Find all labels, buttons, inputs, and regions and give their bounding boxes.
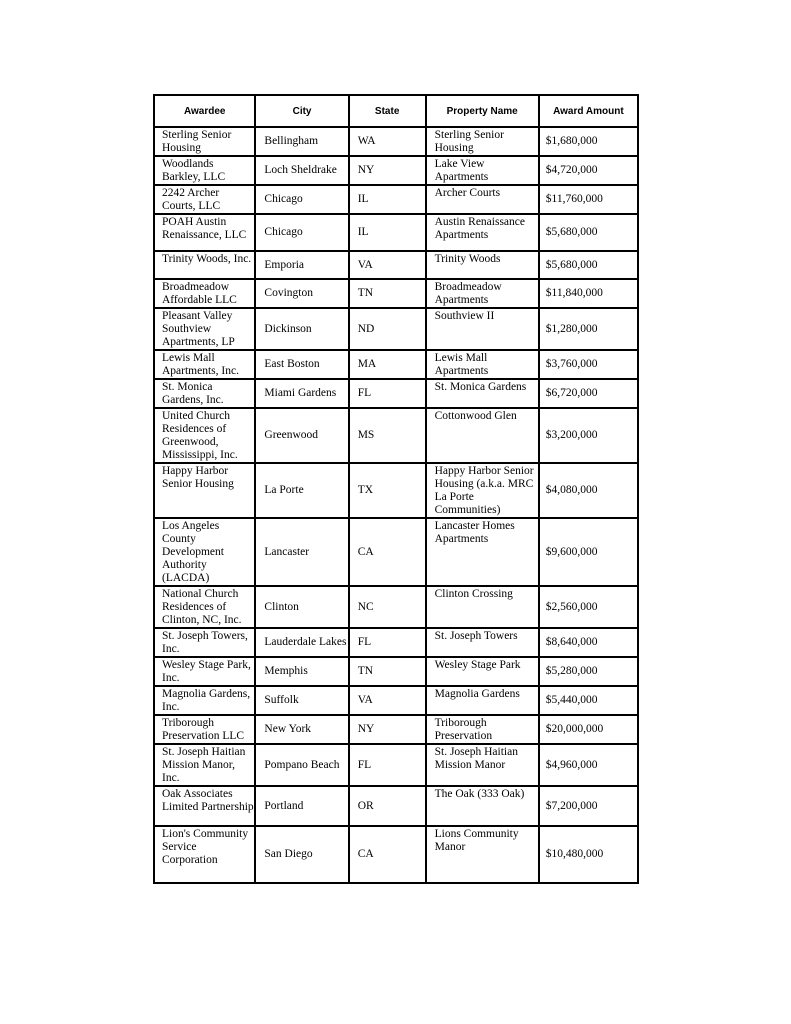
property-name-cell: Triborough Preservation [427,716,540,745]
table-row [155,827,637,882]
state-cell: FL [350,629,427,658]
award-amount-cell: $7,200,000 [540,787,637,827]
awardee-cell: Trinity Woods, Inc. [155,252,256,280]
awardee-cell: Lewis Mall Apartments, Inc. [155,351,256,380]
city-cell: Loch Sheldrake [256,157,349,186]
award-amount-cell: $11,840,000 [540,280,637,309]
award-amount-cell: $2,560,000 [540,587,637,629]
table-row [155,186,637,215]
award-amount-cell: $4,080,000 [540,464,637,519]
award-amount-cell: $4,720,000 [540,157,637,186]
property-name-cell: Happy Harbor Senior Housing (a.k.a. MRC La Porte Communities) [427,464,540,519]
table-row [155,658,637,687]
award-amount-cell: $1,280,000 [540,309,637,351]
awardee-cell: United Church Residences of Greenwood, Mississippi, Inc. [155,409,256,464]
awardee-cell: St. Monica Gardens, Inc. [155,380,256,409]
awards-table [153,94,639,884]
award-amount-cell: $5,440,000 [540,687,637,716]
city-cell: Lancaster [256,519,349,587]
state-cell: NC [350,587,427,629]
awardee-cell: Woodlands Barkley, LLC [155,157,256,186]
awardee-cell: Pleasant Valley Southview Apartments, LP [155,309,256,351]
awardee-cell: Sterling Senior Housing [155,128,256,157]
property-name-cell: Magnolia Gardens [427,687,540,716]
award-amount-cell: $3,200,000 [540,409,637,464]
table-row [155,787,637,827]
state-cell: VA [350,687,427,716]
table-row [155,215,637,252]
city-cell: Portland [256,787,349,827]
city-cell: Miami Gardens [256,380,349,409]
table-row [155,380,637,409]
state-cell: CA [350,519,427,587]
city-cell: Bellingham [256,128,349,157]
table-row [155,587,637,629]
table-row [155,629,637,658]
city-cell: Chicago [256,186,349,215]
city-cell: La Porte [256,464,349,519]
city-cell: Memphis [256,658,349,687]
award-amount-cell: $20,000,000 [540,716,637,745]
table-row [155,464,637,519]
table-header-row [155,96,637,128]
award-amount-cell: $5,680,000 [540,215,637,252]
city-cell: Suffolk [256,687,349,716]
award-amount-cell: $5,680,000 [540,252,637,280]
city-cell: New York [256,716,349,745]
state-cell: IL [350,186,427,215]
property-name-cell: St. Monica Gardens [427,380,540,409]
city-cell: East Boston [256,351,349,380]
awardee-cell: Lion's Community Service Corporation [155,827,256,882]
property-name-cell: The Oak (333 Oak) [427,787,540,827]
state-cell: TN [350,280,427,309]
property-name-cell: Austin Renaissance Apartments [427,215,540,252]
award-amount-cell: $4,960,000 [540,745,637,787]
header-award-amount: Award Amount [540,96,637,128]
table-row [155,716,637,745]
awardee-cell: St. Joseph Haitian Mission Manor, Inc. [155,745,256,787]
award-amount-cell: $5,280,000 [540,658,637,687]
state-cell: VA [350,252,427,280]
property-name-cell: Archer Courts [427,186,540,215]
property-name-cell: Southview II [427,309,540,351]
state-cell: WA [350,128,427,157]
awardee-cell: 2242 Archer Courts, LLC [155,186,256,215]
table-row [155,128,637,157]
award-amount-cell: $8,640,000 [540,629,637,658]
city-cell: Lauderdale Lakes [256,629,349,658]
table-row [155,687,637,716]
city-cell: Clinton [256,587,349,629]
award-amount-cell: $11,760,000 [540,186,637,215]
state-cell: MS [350,409,427,464]
property-name-cell: Clinton Crossing [427,587,540,629]
city-cell: Chicago [256,215,349,252]
awardee-cell: Triborough Preservation LLC [155,716,256,745]
award-amount-cell: $6,720,000 [540,380,637,409]
awardee-cell: Happy Harbor Senior Housing [155,464,256,519]
state-cell: OR [350,787,427,827]
awardee-cell: Oak Associates Limited Partnership [155,787,256,827]
state-cell: TX [350,464,427,519]
state-cell: ND [350,309,427,351]
table-row [155,745,637,787]
awardee-cell: Magnolia Gardens, Inc. [155,687,256,716]
state-cell: FL [350,380,427,409]
table-row [155,409,637,464]
table-row [155,157,637,186]
table-row [155,519,637,587]
award-amount-cell: $9,600,000 [540,519,637,587]
table-row [155,351,637,380]
city-cell: Greenwood [256,409,349,464]
table-row [155,280,637,309]
property-name-cell: Lions Community Manor [427,827,540,882]
state-cell: TN [350,658,427,687]
property-name-cell: Cottonwood Glen [427,409,540,464]
award-amount-cell: $10,480,000 [545,848,604,860]
property-name-cell: Sterling Senior Housing [427,128,540,157]
state-cell: NY [350,716,427,745]
award-amount-cell: $3,760,000 [540,351,637,380]
property-name-cell: Lewis Mall Apartments [427,351,540,380]
table-row [155,252,637,280]
property-name-cell: St. Joseph Towers [427,629,540,658]
city-cell: Dickinson [256,309,349,351]
city-cell: San Diego [256,827,349,882]
award-amount-cell: $1,680,000 [540,128,637,157]
city-cell: Covington [256,280,349,309]
property-name-cell: Trinity Woods [427,252,540,280]
header-city: City [256,96,349,128]
property-name-cell: Lancaster Homes Apartments [427,519,540,587]
city-cell: Pompano Beach [256,745,349,787]
awardee-cell: National Church Residences of Clinton, NC, Inc. [155,587,256,629]
awardee-cell: Los Angeles County Development Authority (LACDA) [155,519,256,587]
header-awardee: Awardee [155,96,256,128]
awardee-cell: St. Joseph Towers, Inc. [155,629,256,658]
state-cell: IL [350,215,427,252]
city-cell: Emporia [256,252,349,280]
state-cell: CA [350,827,427,882]
state-cell: MA [350,351,427,380]
table-row [155,309,637,351]
property-name-cell: St. Joseph Haitian Mission Manor [427,745,540,787]
property-name-cell: Wesley Stage Park [427,658,540,687]
awardee-cell: Wesley Stage Park, Inc. [155,658,256,687]
property-name-cell: Broadmeadow Apartments [427,280,540,309]
state-cell: FL [350,745,427,787]
state-cell: NY [350,157,427,186]
awardee-cell: Broadmeadow Affordable LLC [155,280,256,309]
property-name-cell: Lake View Apartments [427,157,540,186]
awardee-cell: POAH Austin Renaissance, LLC [155,215,256,252]
header-property-name: Property Name [427,96,540,128]
header-state: State [350,96,427,128]
